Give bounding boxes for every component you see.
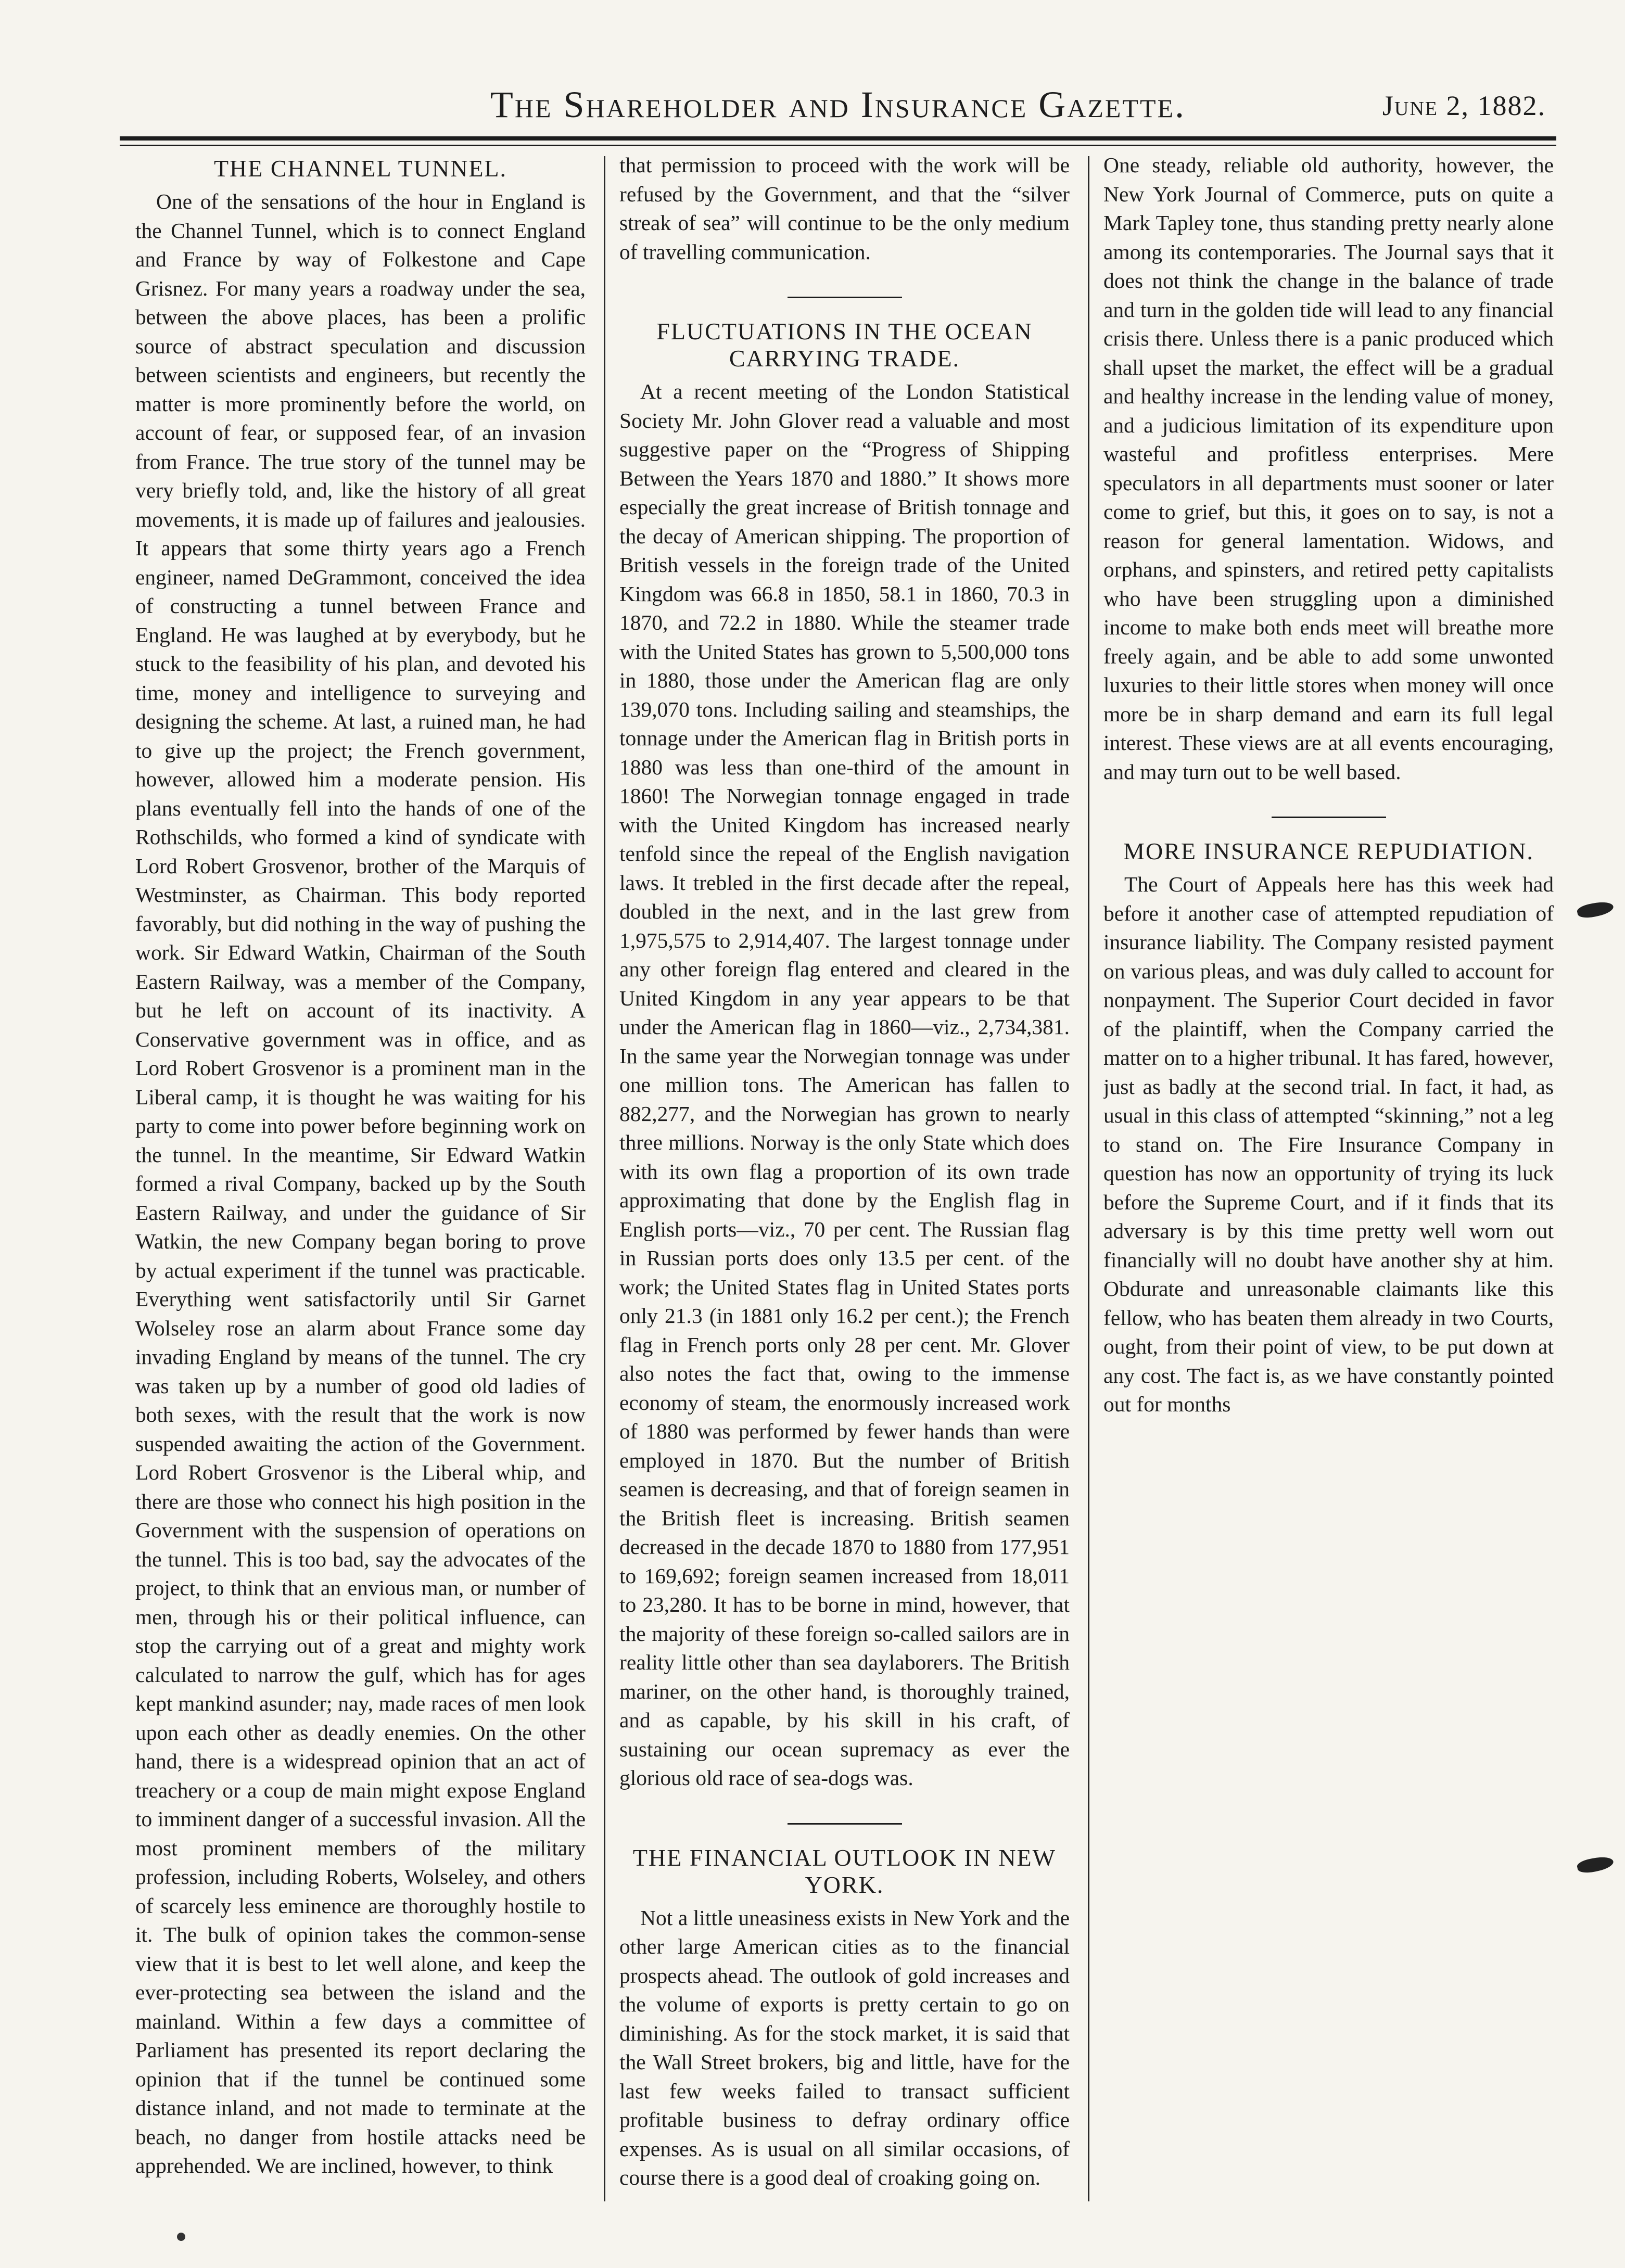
article-channel-tunnel [135, 155, 586, 2181]
header-rule-thick [120, 136, 1556, 141]
publication-title: The Shareholder and Insurance Gazette. [490, 84, 1186, 125]
masthead [120, 73, 1556, 130]
header-rule-thin [120, 145, 1556, 146]
column-3 [1103, 151, 1554, 2207]
ink-dot [177, 2233, 185, 2241]
article-title: THE CHANNEL TUNNEL. [213, 155, 507, 182]
article-paragraph: One of the sensations of the hour in England is the Channel Tunnel, which is to connect England and France by way of Folkestone and Cape Grisnez. For many years a roadway under the sea, between the above places, has been a prolific source of abstract speculation and discussion between scientists and engineers, but recently the matter is more prominently before the world, on account of fear, or supposed fear, of an invasion from France. The true story of the tunnel may be very briefly told, and, like the history of all great movements, it is made up of failures and jealousies. It appears that some thirty years ago a French engineer, named DeGrammont, conceived the idea of constructing a tunnel between France and England. He was laughed at by everybody, but he stuck to the feasibility of his plan, and devoted his time, money and intelligence to surveying and designing the scheme. At last, a ruined man, he had to give up the project; the French government, however, allowed him a moderate pension. His plans eventually fell into the hands of one of the Rothschilds, who formed a kind of syndicate with Lord Robert Grosvenor, brother of the Marquis of Westminster, as Chairman. This body reported favorably, but did nothing in the way of pushing the work. Sir Edward Watkin, Chairman of the South Eastern Railway, was a member of the Company, but he left on account of its inactivity. A Conservative government was in office, and as Lord Robert Grosvenor is a prominent man in the Liberal camp, it is thought he was waiting for his party to come into power before beginning work on the tunnel. In the meantime, Sir Edward Watkin formed a rival Company, backed up by the South Eastern Railway, and under the guidance of Sir Watkin, the new Company began boring to prove by actual experiment if the tunnel was practicable. Everything went satisfactorily until Sir Garnet Wolseley rose an alarm about France some day invading England by means of the tunnel. The cry was taken up by a number of good old ladies of both sexes, with the result that the work is now suspended awaiting the action of the Government. Lord Robert Grosvenor is the Liberal whip, and there are those who connect his high position in the Government with the suspension of operations on the tunnel. This is too bad, say the advocates of the project, to think that an envious man, or number of men, through his or their political influence, can stop the carrying out of a great and mighty work calculated to narrow the gulf, which has for ages kept mankind asunder; nay, made races of men look upon each other as deadly enemies. On the other hand, there is a widespread opinion that an act of treachery or a coup de main might expose England to imminent danger of a successful invasion. All the most prominent members of the military profession, including Roberts, Wolseley, and others of scarcely less eminence are thoroughly hostile to it. The bulk of opinion takes the common-sense view that it is best to let well alone, and keep the ever-protecting sea between the island and the mainland. Within a few days a committee of Parliament has presented its report declaring the opinion that if the tunnel be continued some distance inland, and not made to terminate at the beach, no danger from hostile attacks need be apprehended. We are inclined, however, to think [135, 189, 586, 2177]
article-separator [788, 1823, 902, 1825]
article-title: THE FINANCIAL OUTLOOK IN NEW YORK. [632, 1844, 1057, 1898]
article-paragraph: At a recent meeting of the London Statistical Society Mr. John Glover read a valuable and most suggestive paper on the “Progress of Shipping Between the Years 1870 and 1880.” It shows more especially the great increase of British tonnage and the decay of American shipping. The proportion of British vessels in the foreign trade of the United Kingdom was 66.8 in 1850, 58.1 in 1860, 70.3 in 1870, and 72.2 in 1880. While the steamer trade with the United States has grown to 5,500,000 tons in 1880, those under the American flag are only 139,070 tons. Including sailing and steamships, the tonnage under the American flag in British ports in 1880 was less than one-third of the amount in 1860! The Norwegian tonnage engaged in trade with the United Kingdom has increased nearly tenfold since the repeal of the English navigation laws. It trebled in the first decade after the repeal, doubled in the next, and in the last grew from 1,975,575 to 2,914,407. The largest tonnage under any other foreign flag entered and cleared in the United Kingdom in any year appears to be that under the American flag in 1860—viz., 2,734,381. In the same year the Norwegian tonnage was under one million tons. The American has fallen to 882,277, and the Norwegian has grown to nearly three millions. Norway is the only State which does with its own flag a proportion of its own trade approximating that done by the English flag in English ports—viz., 70 per cent. The Russian flag in Russian ports does only 13.5 per cent. of the work; the United States flag in United States ports only 21.3 (in 1881 only 16.2 per cent.); the French flag in French ports only 28 per cent. Mr. Glover also notes the fact that, owing to the immense economy of steam, the enormously increased work of 1880 was performed by fewer hands than were employed in 1870. But the number of British seamen is decreasing, and that of foreign seamen in the British fleet is increasing. British seamen decreased in the decade 1870 to 1880 from 177,951 to 169,692; foreign seamen increased from 18,011 to 23,280. It has to be borne in mind, however, that the majority of these foreign so-called sailors are in reality little other than sea daylaborers. The British mariner, on the other hand, is thoroughly trained, and as capable, by his skill in his craft, of sustaining our ocean supremacy as ever the glorious old race of sea-dogs was. [619, 379, 1070, 1790]
article-separator [1272, 817, 1386, 818]
article-paragraph-continued: that permission to proceed with the work will be refused by the Government, and that the “silver streak of sea” will continue to be the only medium of travelling communication. [619, 153, 1070, 264]
column-2 [619, 151, 1070, 2207]
article-title: MORE INSURANCE REPUDIATION. [1123, 838, 1534, 864]
column-1 [135, 151, 586, 2207]
issue-date: June 2, 1882. [1382, 90, 1546, 121]
article-paragraph-continued: One steady, reliable old authority, however, the New York Journal of Commerce, puts on quite a Mark Tapley tone, thus standing pretty nearly alone among its contemporaries. The Journal says that it does not think the change in the balance of trade and turn in the golden tide will lead to any financial crisis there. Unless there is a panic produced which shall upset the market, the effect will be a gradual and healthy increase in the lending value of money, and a judicious limitation of its expenditure upon wasteful and profitless enterprises. Mere speculators in all departments must sooner or later come to grief, but this, it goes on to say, is not a reason for general lamentation. Widows, and orphans, and spinsters, and retired petty capitalists who have been struggling upon a diminished income to make both ends meet will breathe more freely again, and be able to add some unwonted luxuries to their little stores when money will once more be in sharp demand and earn its full legal interest. These views are at all events encouraging, and may turn out to be well based. [1103, 153, 1554, 784]
article-separator [788, 297, 902, 298]
article-paragraph: The Court of Appeals here has this week had before it another case of attempted repudiation of insurance liability. The Company resisted payment on various pleas, and was duly called to account for nonpayment. The Superior Court decided in favor of the plaintiff, when the Company carried the matter on to a higher tribunal. It has fared, however, just as badly at the second trial. In fact, it had, as usual in this class of attempted “skinning,” not a leg to stand on. The Fire Insurance Company in question has now an opportunity of trying its luck before the Supreme Court, and if it finds that its adversary is by this time pretty well worn out financially will no doubt have another shy at him. Obdurate and unreasonable claimants like this fellow, who has beaten them already in two Courts, ought, from their point of view, to be put down at any cost. The fact is, as we have constantly pointed out for months [1103, 872, 1554, 1416]
ink-blot [1576, 1854, 1615, 1875]
article-title: FLUCTUATIONS IN THE OCEAN CARRYING TRADE. [656, 318, 1033, 372]
ink-blot [1576, 899, 1615, 920]
article-paragraph: Not a little uneasiness exists in New York and the other large American cities as to the financial prospects ahead. The outlook of gold increases and the volume of exports is pretty certain to go on diminishing. As for the stock market, it is said that the Wall Street brokers, big and little, have for the last few weeks failed to transact sufficient profitable business to defray ordinary office expenses. As is usual on all similar occasions, of course there is a good deal of croaking going on. [619, 1905, 1070, 2189]
article-columns [135, 151, 1556, 2207]
